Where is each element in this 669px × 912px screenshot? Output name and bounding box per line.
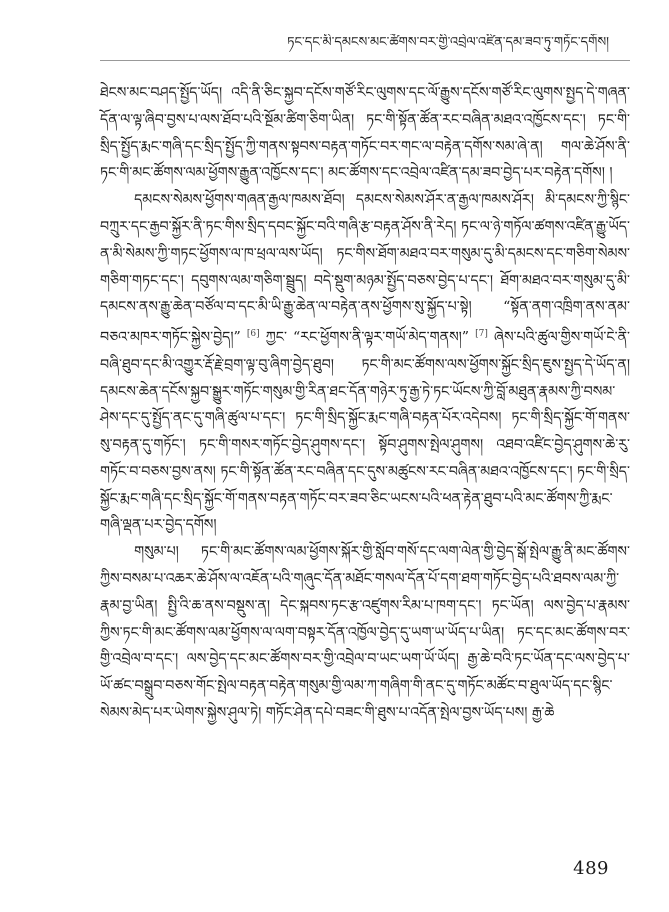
paragraph-1: ཐེངས་མང་བཤད་སྤྱོད་ཡོད། འདི་ནི་ཅིང་སྐྱབ་དངོས་གཙོ་རིང་ལུགས་དང་ལོ་རྒྱུས་དངོས་གཙོ་རིང་ལུགས་སྤྱད་དེ་གཞན་དོན་ལ་ལྟ་ཞིབ་བྱས་པ་ལས་ཐོབ་པའི་སྔོམ་ཚིག་ཅིག་ཡིན། ཏང་གི་སྟོན་ཚོན་རང་བཞིན་མཐའ་འཁྱོངས་དང་། ཏང་གི་སྲིད་སྤྱོད་རྨང་གཞི་དང་སྲིད་སྤྱོད་ཀྱི་གནས་སྟབས་བརྟན་གཏོང་བར་གང་ལ་བརྟེན་དགོས་སམ་ཞེ་ན། གལ་ཆེ་ཤོས་ནི་ཏང་གི་མང་ཚོགས་ལམ་ཕྱོགས་རྒྱུན་འཁྱོངས་དང་། མང་ཚོགས་དང་འབྲེལ་འཛིན་དམ་ཟབ་བྱེད་པར་བརྟེན་དགོས། ། (100, 85, 630, 182)
footnote-ref-7[interactable]: [7] (475, 329, 488, 340)
running-header: ཏང་དང་མི་དམངས་མང་ཚོགས་བར་གྱི་འབྲེལ་འཛིན་དམ་ཟབ་ཏུ་གཏོང་དགོས། (287, 35, 609, 50)
paragraph-2-text-cont: ཀྱང་ “རང་ཕྱོགས་ནི་ལྟར་གཡོ་མེད་གནས།” (265, 329, 470, 346)
header-divider (100, 60, 630, 61)
page-number: 489 (573, 858, 609, 879)
paragraph-2 (100, 187, 630, 539)
body-text (100, 80, 630, 727)
paragraph-2-text: དམངས་སེམས་ཕྱོགས་གཞན་རྒྱལ་ཁམས་ཐོབ། དམངས་སེམས་ཤོར་ན་རྒྱལ་ཁམས་ཤོར། མི་དམངས་ཀྱི་སྙིང་བཀྲུར་དང་རྒྱབ་སྐྱོར་ནི་ཏང་གིས་སྲིད་དབང་སྐྱོང་བའི་གཞི་རྩ་བརྟན་ཤོས་ནི་རེད། ཏང་ལ་ཉེ་གཏོལ་ཚགས་འཛིན་རྒྱུ་ཡོད་ན་མི་སེམས་ཀྱི་གཏང་ཕྱོགས་ལ་ཁ་ཕྲལ་ལས་ཡོད། ཏང་གིས་ཐོག་མཐའ་བར་གསུམ་དུ་མི་དམངས་དང་གཅིག་སེམས་གཅིག་གཏང་དང་། དབུགས་ལམ་གཅིག་སྦྲུད། བདེ་སྡུག་མཉམ་སྤྱོད་བཅས་བྱེད་པ་དང་། ཐོག་མཐའ་བར་གསུམ་དུ་མི་དམངས་ནས་རྒྱུ་ཆེན་བཙོལ་བ་དང་མི་ཡི་རྒྱུ་ཆེན་ལ་བརྟེན་ནས་ཕྱོགས་སུ་སྐྱོད་པ་སྟེ། “སྟོན་ནག་འཁྲིག་ནས་ནམ་བཅའ་མཁར་གཏོང་སྐྱེས་བྱེད།” (100, 192, 630, 346)
footnote-ref-6[interactable]: [6] (246, 329, 260, 340)
paragraph-3: གསུམ་པ། ཏང་གི་མང་ཚོགས་ལམ་ཕྱོགས་སྐོར་གྱི་སློབ་གསོ་དང་ལག་ལེན་གྱི་བྱེད་སྒོ་སྤེལ་རྒྱུ་ནི་མང་ཚོགས་ཀྱིས་བསམ་པ་འཆར་ཆེ་ཤོས་ལ་འཇོན་པའི་གཞུང་དོན་མཐོང་གསལ་དོན་པོ་དག་ཐག་གཏོང་བྱེད་པའི་ཐབས་ལམ་ཀྱི་རྣམ་བྱ་ཡིན། སྤྱི་འི་ཆ་ནས་བསྡུས་ན། དེང་སྐབས་ཏང་རྩ་འཛུགས་རིམ་པ་ཁག་དང་། ཏང་ཡོན། ལས་བྱེད་པ་རྣམས་ཀྱིས་ཏང་གི་མང་ཚོགས་ལམ་ཕྱོགས་ལ་ལག་བསྟར་དོན་འཁྱོལ་བྱེད་དུ་ཡག་ཡ་ཡོད་པ་ཡིན། ཏང་དང་མང་ཚོགས་བར་གྱི་འབྲེལ་བ་དང་། ལས་བྱེད་དང་མང་ཚོགས་བར་གྱི་འབྲེལ་བ་ཡང་ཡག་ཡོ་ཡོད། རྒྱ་ཆེ་བའི་ཏང་ཡོན་དང་ལས་བྱེད་པ་ཡོ་ཚང་བསྒྲུབ་བཅས་གོང་སྤེལ་བརྟན་བརྟེན་གསུམ་གྱི་ལམ་ཀ་གཞིག་གི་ནང་དུ་གཏོང་མཚོང་བ་ཐུལ་ཡོད་དང་སྙིང་སེམས་མེད་པར་ཡེགས་སྐྱེས་ཤུལ་ཏེ། གཏོང་ཤེན་དཔེ་བཟང་གི་ཐུས་པ་འདོན་སྤེལ་བྱས་ཡོད་པས། རྒྱ་ཆེ (100, 544, 630, 722)
paragraph-2-text-end: ཞེས་པའི་ཚུལ་གྱིས་གཡོ་ངེ་ནི་བཞི་ཐུབ་དང་མི་འགྱུར་རྡོ་རྗེ་བྲག་ལྟ་བུ་ཞིག་བྱེད་ཐུབ། ཏང་གི་མང་ཚོགས་ལས་ཕྱོགས་སྐྱོང་སྲིད་ཇུས་སྤྱད་དེ་ཡོད་ན། དམངས་ཆེན་དངོས་སྐྱབ་སྒྱུར་གཏོང་གསུམ་གྱི་རིན་ཐང་དོན་གཉེར་ཏུ་རྒྱ་ཏེ་ཏང་ཡོངས་ཀྱི་བློ་མཐུན་རྣམས་ཀྱི་བསམ་ཤེས་དང་དུ་སྤྱོད་ནང་དུ་གཞི་ཚུལ་པ་དང་། ཏང་གི་སྲིད་སྐྱོང་རྨང་གཞི་བརྟན་པོར་འདེབས། ཏང་གི་སྲིད་སྐྱོང་གོ་གནས་སུ་བརྟན་དུ་གཏོང་། ཏང་གི་གསར་གཏོང་བྱེད་ཤུགས་དང་། སྟོབ་ཤུགས་སྤེལ་ཤུགས། འཐབ་འཛིང་བྱེད་ཤུགས་ཆེ་རུ་གཏོང་བ་བཅས་བྱས་ནས། ཏང་གི་སྟོན་ཚོན་རང་བཞིན་དང་དུས་མཚུངས་རང་བཞིན་མཐའ་འཁྱོངས་དང་། ཏང་གི་སྲིད་སྐྱོང་རྨང་གཞི་དང་སྲིད་སྐྱོང་གོ་གནས་བརྟན་གཏོང་བར་ཟབ་ཅིང་ཡངས་པའི་ཕན་རྟེན་ཐུབ་པའི་མང་ཚོགས་ཀྱི་རྨང་གཞི་ལྡན་པར་བྱེད་དགོས། (100, 329, 631, 534)
